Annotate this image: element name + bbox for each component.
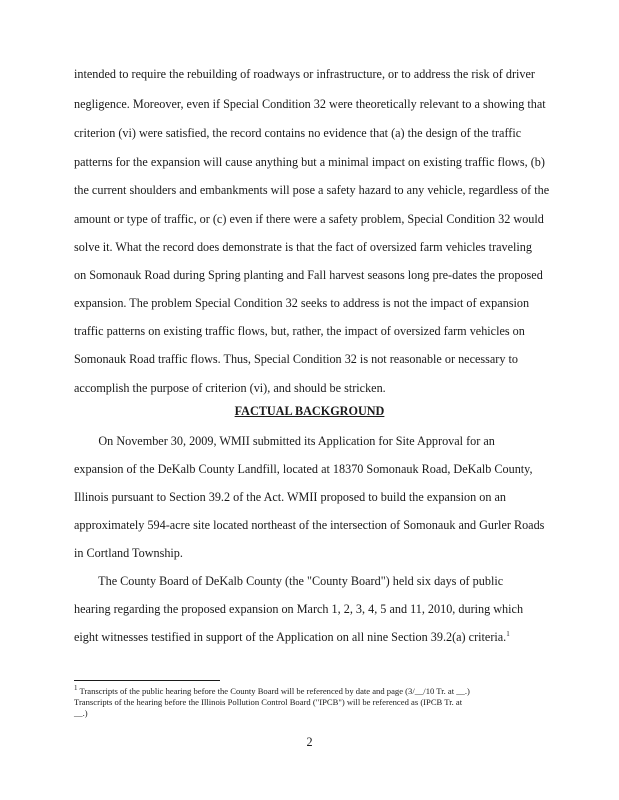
body-text-span: eight witnesses testified in support of the Application on all nine Section 39.2(a) criteria. — [74, 630, 507, 644]
body-text-line: hearing regarding the proposed expansion on March 1, 2, 3, 4, 5 and 11, 2010, during which — [74, 602, 524, 616]
body-text-line: traffic patterns on existing traffic flows, but, rather, the impact of oversized farm vehicles on — [74, 324, 525, 338]
footnote-reference: 1 — [506, 629, 510, 638]
body-text-line: Somonauk Road traffic flows. Thus, Special Condition 32 is not reasonable or necessary to — [74, 352, 518, 366]
body-text-line: the current shoulders and embankments will pose a safety hazard to any vehicle, regardless of the — [74, 183, 550, 197]
body-text-line: in Cortland Township. — [74, 546, 183, 560]
body-text-line: criterion (vi) were satisfied, the record contains no evidence that (a) the design of the traffic — [74, 126, 522, 140]
body-text-line: accomplish the purpose of criterion (vi), and should be stricken. — [74, 381, 386, 395]
body-text-line: expansion of the DeKalb County Landfill, located at 18370 Somonauk Road, DeKalb County, — [74, 462, 533, 476]
body-text-line: negligence. Moreover, even if Special Condition 32 were theoretically relevant to a showing that — [74, 97, 546, 111]
page-number: 2 — [306, 735, 313, 749]
body-text-line: On November 30, 2009, WMII submitted its Application for Site Approval for an — [74, 434, 495, 448]
body-text-line: The County Board of DeKalb County (the "County Board") held six days of public — [74, 574, 504, 588]
footnote-line — [74, 686, 554, 697]
body-text-line — [74, 630, 554, 644]
body-text-line: Illinois pursuant to Section 39.2 of the Act. WMII proposed to build the expansion on an — [74, 490, 507, 504]
body-text-line: on Somonauk Road during Spring planting and Fall harvest seasons long pre-dates the proposed — [74, 268, 543, 282]
body-text-line: solve it. What the record does demonstrate is that the fact of oversized farm vehicles traveling — [74, 240, 532, 254]
footnote-text: Transcripts of the public hearing before the County Board will be referenced by date and page (3/__/10 Tr. at __.) — [79, 686, 470, 696]
body-text-line: approximately 594-acre site located northeast of the intersection of Somonauk and Gurler Roads — [74, 518, 545, 532]
body-text-line: intended to require the rebuilding of roadways or infrastructure, or to address the risk of driver — [74, 67, 535, 81]
section-heading: FACTUAL BACKGROUND — [234, 404, 385, 418]
footnote-line: __.) — [74, 708, 88, 718]
footnote-marker: 1 — [74, 684, 78, 693]
body-text-line: expansion. The problem Special Condition 32 seeks to address is not the impact of expansion — [74, 296, 530, 310]
footnote-divider — [74, 680, 220, 681]
body-text-line: amount or type of traffic, or (c) even if there were a safety problem, Special Condition 32 would — [74, 212, 544, 226]
footnote-line: Transcripts of the hearing before the Illinois Pollution Control Board ("IPCB") will be referenced as (IPCB Tr. at — [74, 697, 463, 707]
body-text-line: patterns for the expansion will cause anything but a minimal impact on existing traffic flows, (b) — [74, 155, 545, 169]
